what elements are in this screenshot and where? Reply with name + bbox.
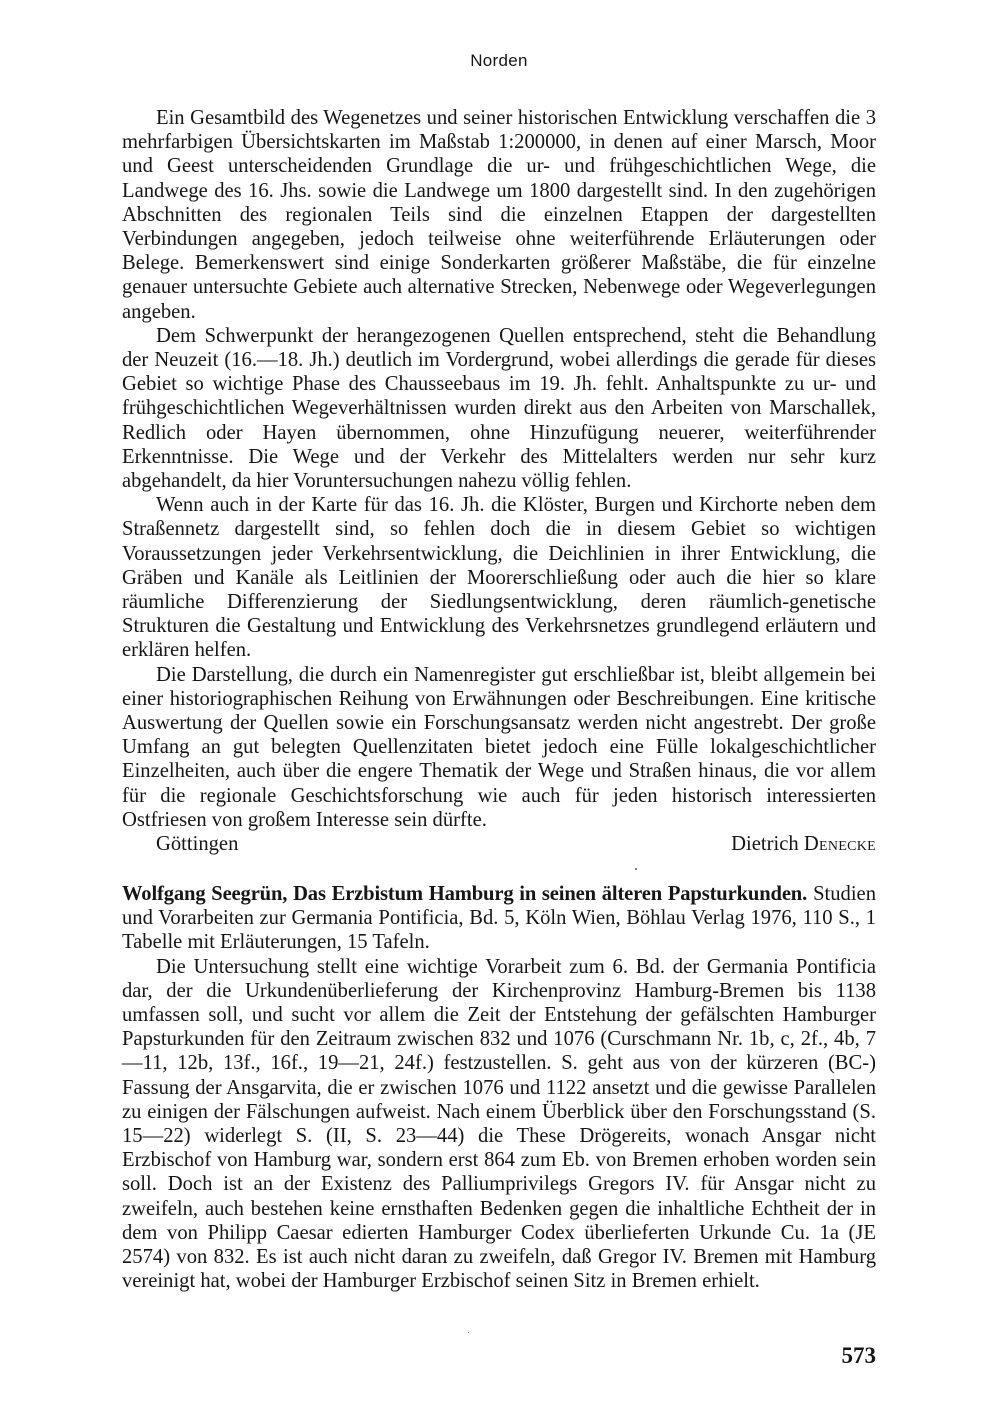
bottom-dot: [468, 1332, 469, 1333]
document-page: [122, 0, 876, 1419]
signature-last-name: Denecke: [803, 833, 876, 856]
review-1: [122, 106, 876, 856]
review-2: [122, 882, 876, 1293]
review-1-paragraph-4: Die Darstellung, die durch ein Namenregister gut erschließbar ist, bleibt allgemein bei einer historiographischen Reihung von Erwähnungen oder Beschreibungen. Eine kritische Auswertung der Quellen sowie ein Forschungsansatz werden nicht angestrebt. Der große Umfang an gut belegten Quellenzitaten bietet jedoch eine Fülle lokalgeschichtlicher Einzelheiten, auch über die engere Thematik der Wege und Straßen hinaus, die vor allem für die regionale Geschichtsforschung wie auch für jeden historisch interessierten Ostfriesen von großem Interesse sein dürfte.: [122, 663, 876, 831]
signature-author: [731, 832, 876, 856]
separator-dot: [635, 868, 637, 870]
running-head: Norden: [470, 51, 528, 70]
signature-first-name: Dietrich: [731, 833, 799, 856]
review-2-paragraph-1: Die Untersuchung stellt eine wichtige Vorarbeit zum 6. Bd. der Germania Pontificia dar, der die Urkundenüberlieferung der Kirchenprovinz Hamburg-Bremen bis 1138 umfassen soll, und sucht vor allem die Zeit der Entstehung der gefälschten Hamburger Papsturkunden für den Zeitraum zwischen 832 und 1076 (Curschmann Nr. 1b, c, 2f., 4b, 7—11, 12b, 13f., 16f., 19—21, 24f.) festzustellen. S. geht aus von der kürzeren (BC-) Fassung der Ansgarvita, die er zwischen 1076 und 1122 ansetzt und die gewisse Parallelen zu einigen der Fälschungen aufweist. Nach einem Überblick über den Forschungsstand (S. 15—22) widerlegt S. (II, S. 23—44) die These Drögereits, wonach Ansgar nicht Erzbischof von Hamburg war, sondern erst 864 zum Eb. von Bremen erhoben worden sein soll. Doch ist an der Existenz des Palliumprivilegs Gregors IV. für Ansgar nicht zu zweifeln, auch bestehen keine ernsthaften Bedenken gegen die inhaltliche Echtheit der in dem von Philipp Caesar edierten Hamburger Codex überlieferten Urkunde Cu. 1a (JE 2574) von 832. Es ist auch nicht daran zu zweifeln, daß Gregor IV. Bremen mit Hamburg vereinigt hat, wobei der Hamburger Erzbischof seinen Sitz in Bremen erhielt.: [122, 955, 876, 1293]
page-number: 573: [841, 1343, 876, 1368]
review-1-paragraph-1: Ein Gesamtbild des Wegenetzes und seiner historischen Entwicklung verschaffen die 3 mehrfarbigen Übersichtskarten im Maßstab 1:200000, in denen auf einer Marsch, Moor und Geest unterscheidenden Grundlage die ur- und frühgeschichtlichen Wege, die Landwege des 16. Jhs. sowie die Landwege um 1800 dargestellt sind. In den zugehörigen Abschnitten des regionalen Teils sind die einzelnen Etappen der dargestellten Verbindungen angegeben, jedoch teilweise ohne weiterführende Erläuterungen oder Belege. Bemerkenswert sind einige Sonderkarten größerer Maßstäbe, die für einzelne genauer untersuchte Gebiete auch alternative Strecken, Nebenwege oder Wegeverlegungen angeben.: [122, 107, 876, 323]
review-2-bib-title: Wolfgang Seegrün, Das Erzbistum Hamburg in seinen älteren Papsturkunden.: [122, 883, 808, 905]
review-1-signature: [122, 832, 876, 856]
review-1-paragraph-2: Dem Schwerpunkt der herangezogenen Quellen entsprechend, steht die Behandlung der Neuzeit (16.—18. Jh.) deutlich im Vordergrund, wobei allerdings die gerade für dieses Gebiet so wichtige Phase des Chausseebaus im 19. Jh. fehlt. Anhaltspunkte zu ur- und frühgeschichtlichen Wegeverhältnissen wurden direkt aus den Arbeiten von Marschallek, Redlich oder Hayen übernommen, ohne Hinzufügung neuerer, weiterführender Erkenntnisse. Die Wege und der Verkehr des Mittelalters werden nur sehr kurz abgehandelt, da hier Voruntersuchungen nahezu völlig fehlen.: [122, 324, 876, 493]
review-1-paragraph-3: Wenn auch in der Karte für das 16. Jh. die Klöster, Burgen und Kirchorte neben dem Straßennetz dargestellt sind, so fehlen doch die in diesem Gebiet so wichtigen Voraussetzungen jeder Verkehrsentwicklung, die Deichlinien in ihrer Entwicklung, die Gräben und Kanäle als Leitlinien der Moorerschließung oder auch die hier so klare räumliche Differenzierung der Siedlungsentwicklung, deren räumlich-genetische Strukturen die Gestaltung und Entwicklung des Verkehrsnetzes grundlegend erläutern und erklären helfen.: [122, 494, 876, 662]
review-2-bibliography: [122, 882, 876, 955]
signature-place: Göttingen: [156, 833, 239, 856]
review-2-bib-details: Studien und Vorarbeiten zur Germania Pontificia, Bd. 5, Köln Wien, Böhlau Verlag 1976, 110 S., 1 Tabelle mit Erläuterungen, 15 Tafeln.: [122, 883, 876, 954]
